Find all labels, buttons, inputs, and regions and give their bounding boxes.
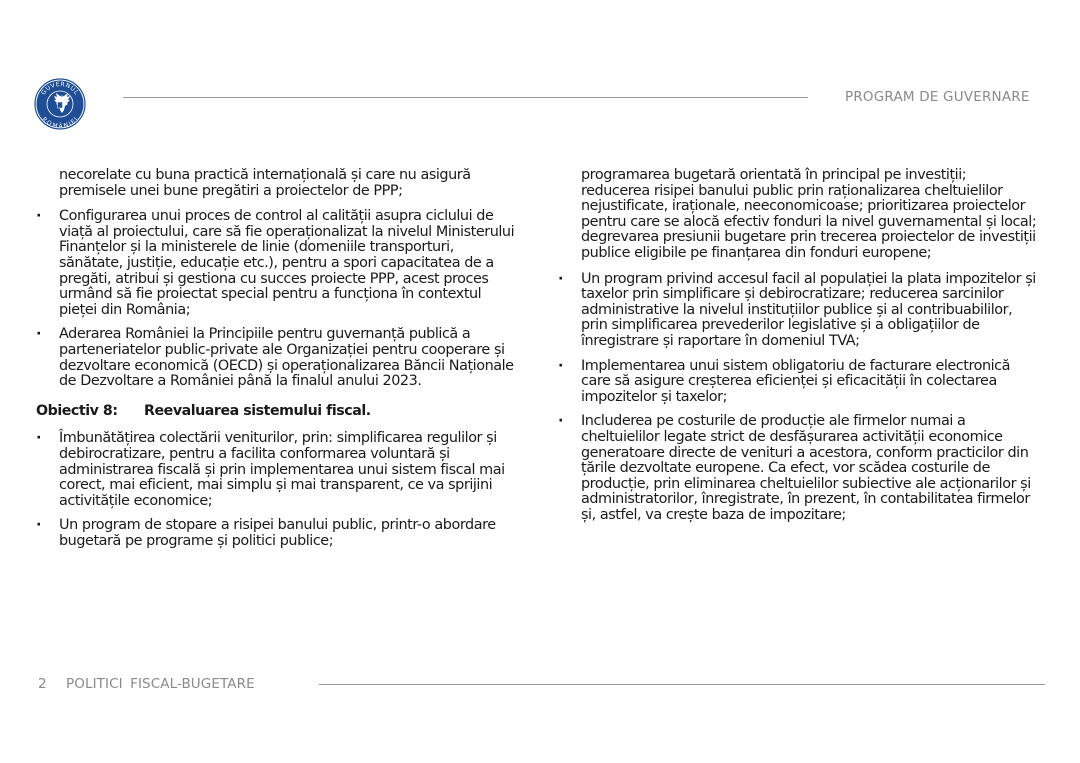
right-column <box>558 168 1038 532</box>
list-item <box>558 359 1038 406</box>
continuation-paragraph: necorelate cu buna practică internațională și care nu asigură premisele unei bune pregătiri a proiectelor de PPP; <box>59 167 471 199</box>
list-item <box>36 518 516 549</box>
seal-text-top: GUVERNUL <box>40 80 80 97</box>
list-item-text: Includerea pe costurile de producție ale firmelor numai a cheltuielilor legate strict de desfășurarea activității economice generatoare directe de venituri a acestora, conform practicilor din țările dezvoltate europene. Ca efect, vor scădea costurile de producție, prin eliminarea cheltuielilor subiective ale acționarilor și administratorilor, înregistrate, în prezent, în contabilitatea firmelor și, astfel, va crește baza de impozitare; <box>581 413 1031 523</box>
bullet-icon: · <box>558 357 564 374</box>
list-item-text: Implementarea unui sistem obligatoriu de facturare electronică care să asigure creșterea eficienței și eficacității în colectarea impozitelor și taxelor; <box>581 357 1011 405</box>
list-item <box>36 327 516 389</box>
list-item <box>36 209 516 318</box>
list-item <box>558 414 1038 523</box>
footer-rule <box>319 684 1045 685</box>
left-column <box>36 168 516 558</box>
list-item <box>36 431 516 509</box>
document-header-title: PROGRAM DE GUVERNARE <box>845 89 1030 105</box>
footer-section-title: POLITICI FISCAL-BUGETARE <box>66 676 255 692</box>
bullet-icon: · <box>36 326 42 343</box>
list-item-text: Configurarea unui proces de control al calității asupra ciclului de viață al proiectului, care să fie operaționalizat la nivelul Ministerului Finanțelor și la ministerele de linie (domeniile transporturi, sănătate, justiție, educație etc.), pentru a spori capacitatea de a pregăti, atribui și gestiona cu succes proiecte PPP, acest proces urmând să fie proiectat special pentru a funcționa în contextul pieței din România; <box>59 208 515 318</box>
bullet-icon: · <box>36 430 42 447</box>
bullet-icon: · <box>558 413 564 430</box>
list-item-text: Un program privind accesul facil al populației la plata impozitelor și taxelor prin simplificare și debirocratizare; reducerea sarcinilor administrative la nivelul instituțiilor publice și al contribuabililor, prin simplificarea prevederilor legislative și a obligațiilor de înregistrare și raportare în domeniul TVA; <box>581 270 1036 349</box>
continuation-paragraph: programarea bugetară orientată în principal pe investiții; reducerea risipei banului public prin raționalizarea cheltuielilor nejustificate, iraționale, neeconomicoase; prioritizarea proiectelor pentru care se alocă efectiv fonduri la nivel guvernamental și local; degrevarea presiunii bugetare prin trecerea proiectelor de investiții publice eligibile pe finanțarea din fonduri europene; <box>581 167 1037 261</box>
page-number: 2 <box>38 676 47 692</box>
list-item-text: Îmbunătățirea colectării veniturilor, prin: simplificarea regulilor și debirocratizare, pentru a facilita conformarea voluntară și administrarea fiscală și prin implementarea unui sistem fiscal mai corect, mai eficient, mai simplu și mai transparent, ce va sprijini activitățile economice; <box>59 430 505 509</box>
objective-title: Reevaluarea sistemului fiscal. <box>144 402 371 419</box>
list-item <box>558 272 1038 350</box>
seal-text-bottom: ROMÂNIEI <box>40 115 80 130</box>
list-item-text: Un program de stopare a risipei banului public, printr-o abordare bugetară pe programe și politici publice; <box>59 517 496 549</box>
bullet-icon: · <box>36 517 42 534</box>
government-of-romania-seal-icon <box>34 78 86 130</box>
bullet-icon: · <box>558 270 564 287</box>
objective-number: Obiectiv 8: <box>36 402 118 419</box>
objective-heading <box>36 404 516 420</box>
header-rule <box>123 97 808 98</box>
government-seal-logo <box>34 78 86 130</box>
bullet-icon: · <box>36 208 42 225</box>
list-item-text: Aderarea României la Principiile pentru guvernanță publică a parteneriatelor public-private ale Organizației pentru cooperare și dezvoltare economică (OECD) și operaționalizarea Băncii Naționale de Dezvoltare a României până la finalul anului 2023. <box>59 326 514 390</box>
